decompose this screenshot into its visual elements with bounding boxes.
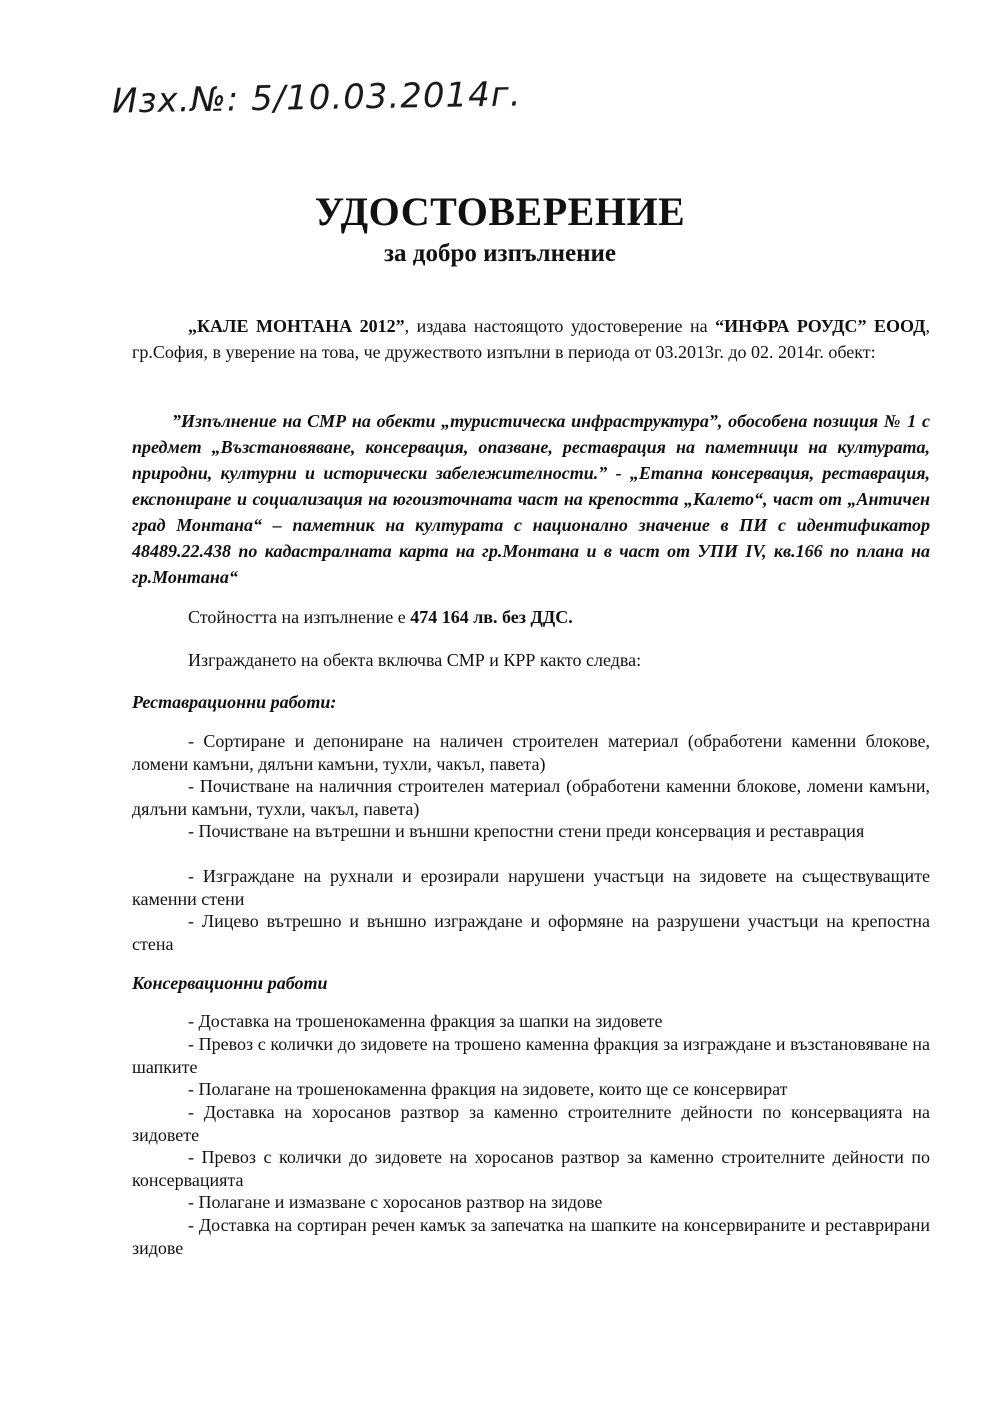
- contract-value: [132, 605, 930, 631]
- intro-text-2: , гр.София, в уверение на това, че дружеството изпълни в периода от 03.2013г. до 02. 2014г. обект:: [132, 316, 930, 362]
- list-item: - Доставка на сортиран речен камък за запечатка на шапките на консервираните и реставрирани зидове: [132, 1215, 930, 1258]
- object-description: ”Изпълнение на СМР на обекти „туристическа инфраструктура”, обособена позиция № 1 с предмет „Възстановяване, консервация, опазване, реставрация на паметници на културата, природни, културни и исторически забележителности.” - „Етапна консервация, реставрация, експониране и социализация на югоизточната част на крепостта „Калето“, част от „Античен град Монтана“ – паметник на културата с национално значение в ПИ с идентификатор 48489.22.438 по кадастралната карта на гр.Монтана и в част от УПИ IV, кв.166 по плана на гр.Монтана“: [132, 411, 930, 587]
- list-item: - Почистване на наличния строителен материал (обработени каменни блокове, ломени камъни, дялъни камъни, тухли, чакъл, павета): [132, 776, 930, 819]
- list-item: - Доставка на трошенокаменна фракция за шапки на зидовете: [188, 1011, 663, 1031]
- list-item: - Полагане и измазване с хоросанов разтвор на зидове: [188, 1192, 603, 1212]
- handwritten-outgoing-number: Изх.№: 5/10.03.2014г.: [111, 74, 522, 122]
- issuer-name: „КАЛЕ МОНТАНА 2012”: [188, 316, 405, 336]
- list-item: - Изграждане на рухнали и ерозирали нарушени участъци на зидовете на съществуващите каменни стени: [132, 866, 930, 909]
- section-heading-restoration: Реставрационни работи:: [132, 692, 337, 712]
- list-item: - Лицево вътрешно и външно изграждане и оформяне на разрушени участъци на крепостна стена: [132, 911, 930, 954]
- list-item: - Сортиране и депониране на наличен строителен материал (обработени каменни блокове, ломени камъни, дялъни камъни, тухли, чакъл, павета): [132, 731, 930, 774]
- list-item: - Превоз с колички до зидовете на хоросанов разтвор за каменно строителните дейности по консервацията: [132, 1147, 930, 1190]
- document-title: УДОСТОВЕРЕНИЕ: [314, 189, 686, 234]
- scope-intro: Изграждането на обекта включва СМР и КРР както следва:: [188, 650, 642, 670]
- document-subtitle: за добро изпълнение: [384, 240, 616, 267]
- list-item: - Почистване на вътрешни и външни крепостни стени преди консервация и реставрация: [188, 821, 865, 841]
- recipient-name: “ИНФРА РОУДС” ЕООД: [715, 316, 926, 336]
- intro-text-1: , издава настоящото удостоверение на: [404, 316, 716, 336]
- section-heading-conservation: Консервационни работи: [132, 973, 328, 993]
- value-label: Стойността на изпълнение е: [188, 607, 411, 627]
- list-item: - Доставка на хоросанов разтвор за каменно строителните дейности по консервацията на зидовете: [132, 1102, 930, 1145]
- intro-paragraph: [132, 314, 930, 365]
- list-item: - Полагане на трошенокаменна фракция на зидовете, които ще се консервират: [188, 1079, 788, 1099]
- value-amount: 474 164 лв. без ДДС.: [410, 607, 573, 627]
- list-item: - Превоз с колички до зидовете на трошено каменна фракция за изграждане и възстановяване на шапките: [132, 1034, 930, 1077]
